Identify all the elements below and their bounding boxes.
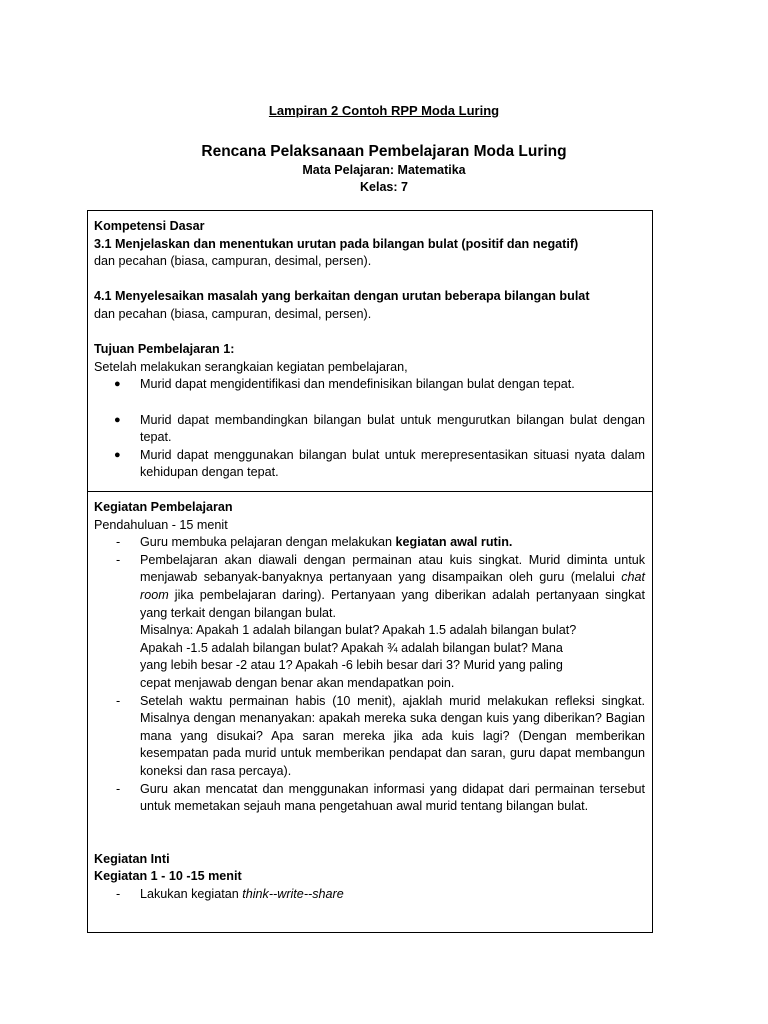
dash-icon: - <box>116 693 121 708</box>
kd-3-1-continuation: dan pecahan (biasa, campuran, desimal, persen). <box>94 254 372 269</box>
bullet-icon: ● <box>114 448 121 461</box>
list-item <box>94 781 645 816</box>
kd-4-1 <box>94 288 645 323</box>
list-item <box>94 447 645 482</box>
list-item <box>94 376 645 394</box>
grade-line: Kelas: 7 <box>360 180 408 194</box>
kd-3-1-statement: 3.1 Menjelaskan dan menentukan urutan pada bilangan bulat (positif dan negatif) <box>94 236 579 251</box>
dash-icon: - <box>116 552 121 567</box>
kd-3-1 <box>94 236 645 271</box>
activity-1-list <box>94 886 645 904</box>
list-item <box>94 886 645 904</box>
dash-icon: - <box>116 781 121 796</box>
appendix-title: Lampiran 2 Contoh RPP Moda Luring <box>268 103 500 118</box>
activity-1-heading: Kegiatan 1 - 10 -15 menit <box>94 869 242 884</box>
intro-item-text: Guru membuka pelajaran dengan melakukan <box>140 535 396 550</box>
example-line: yang lebih besar -2 atau 1? Apakah -6 lebih besar dari 3? Murid yang paling <box>140 658 563 673</box>
intro-item-text: Setelah waktu permainan habis (10 menit), ajaklah murid melakukan refleksi singkat. Misalnya dengan menanyakan: apakah mereka suka dengan kuis yang diberikan? Bagian mana yang disukai? Apa saran mereka jika ada kuis lagi? (Dengan memberikan kesempatan pada murid untuk memberikan pendapat dan saran, guru dapat membangun koneksi dan rasa percaya). <box>140 693 645 778</box>
kd-4-1-statement: 4.1 Menyelesaikan masalah yang berkaitan dengan urutan beberapa bilangan bulat <box>94 289 590 304</box>
activities-heading: Kegiatan Pembelajaran <box>94 500 233 514</box>
list-item <box>94 534 645 552</box>
list-item <box>94 552 645 693</box>
objective-text: Murid dapat membandingkan bilangan bulat untuk mengurutkan bilangan bulat dengan tepat. <box>140 412 645 445</box>
objective-heading: Tujuan Pembelajaran 1: <box>94 342 235 357</box>
bullet-icon: ● <box>114 413 121 426</box>
activity-1-text: Lakukan kegiatan <box>140 886 243 901</box>
intro-item-text-cont: jika pembelajaran daring). Pertanyaan yang diberikan adalah pertanyaan singkat yang terkait dengan bilangan bulat. <box>140 587 645 620</box>
example-line: cepat menjawab dengan benar akan mendapatkan poin. <box>140 675 455 690</box>
objective-text: Murid dapat menggunakan bilangan bulat untuk merepresentasikan situasi nyata dalam kehidupan dengan tepat. <box>140 447 645 480</box>
competency-box <box>87 210 653 492</box>
example-line: Misalnya: Apakah 1 adalah bilangan bulat? Apakah 1.5 adalah bilangan bulat? <box>140 623 577 638</box>
list-item <box>94 412 645 447</box>
objective-text: Murid dapat mengidentifikasi dan mendefinisikan bilangan bulat dengan tepat. <box>140 377 575 392</box>
document-title: Rencana Pelaksanaan Pembelajaran Moda Luring <box>201 143 567 160</box>
intro-list <box>94 534 645 816</box>
intro-item-text: Guru akan mencatat dan menggunakan informasi yang didapat dari permainan tersebut untuk memetakan sejauh mana pengetahuan awal murid tentang bilangan bulat. <box>140 781 645 814</box>
core-activity-heading: Kegiatan Inti <box>94 851 170 866</box>
example-line: Apakah -1.5 adalah bilangan bulat? Apakah ¾ adalah bilangan bulat? Mana <box>140 640 563 655</box>
chat-room-term: chat room <box>140 570 645 602</box>
subject-line: Mata Pelajaran: Matematika <box>302 163 466 177</box>
competency-heading: Kompetensi Dasar <box>94 219 205 233</box>
dash-icon: - <box>116 535 121 550</box>
list-item <box>94 693 645 781</box>
activities-box <box>87 491 653 933</box>
objective-list <box>94 376 645 482</box>
intro-item-emphasis: kegiatan awal rutin. <box>395 535 513 550</box>
kd-4-1-continuation: dan pecahan (biasa, campuran, desimal, persen). <box>94 306 372 321</box>
objective-intro: Setelah melakukan serangkaian kegiatan pembelajaran, <box>94 359 408 374</box>
think-write-share-term: think--write--share <box>242 886 344 901</box>
dash-icon: - <box>116 886 121 901</box>
intro-heading: Pendahuluan - 15 menit <box>94 517 228 532</box>
intro-item-text: Pembelajaran akan diawali dengan permainan atau kuis singkat. Murid diminta untuk menjawab sebanyak-banyaknya pertanyaan yang disampaikan oleh guru (melalui <box>140 552 645 585</box>
bullet-icon: ● <box>114 378 121 391</box>
